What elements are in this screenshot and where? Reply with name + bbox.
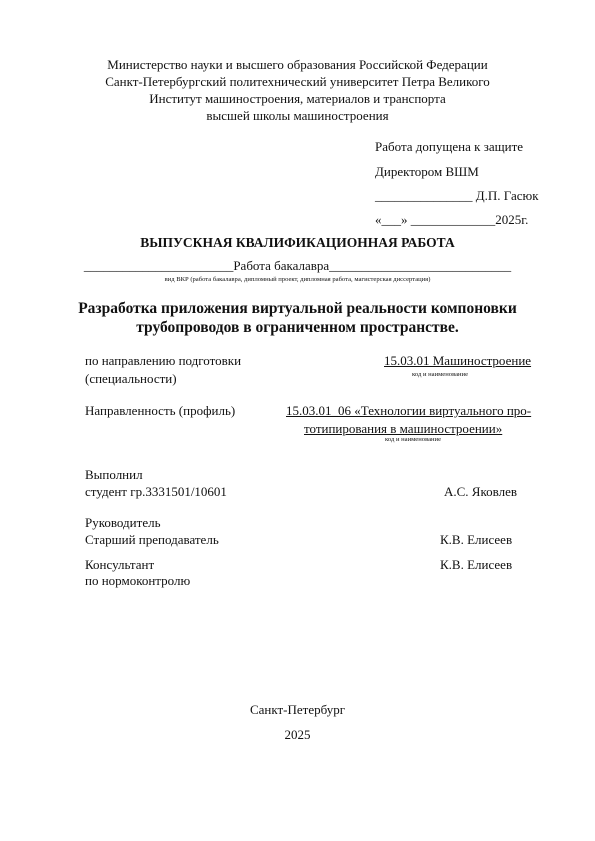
approval-signature: _______________ Д.П. Гасюк bbox=[375, 188, 539, 203]
work-heading: ВЫПУСКНАЯ КВАЛИФИКАЦИОННАЯ РАБОТА bbox=[140, 235, 455, 250]
direction-hint: код и наименование bbox=[412, 371, 469, 378]
direction-label-1: по направлению подготовки bbox=[85, 353, 242, 368]
supervisor-name: К.В. Елисеев bbox=[440, 532, 513, 547]
profile-hint: код и наименование bbox=[385, 436, 442, 443]
approval-date: «___» _____________2025г. bbox=[375, 212, 529, 227]
direction-value: 15.03.01 Машиностроение bbox=[384, 353, 532, 368]
consultant-label-2: по нормоконтролю bbox=[85, 573, 191, 588]
profile-value-2: тотипирования в машиностроении» bbox=[304, 421, 503, 436]
direction-label-2: (специальности) bbox=[85, 371, 177, 386]
supervisor-label-2: Старший преподаватель bbox=[85, 532, 219, 547]
school-line: высшей школы машиностроения bbox=[206, 108, 389, 123]
work-title-line-2: трубопроводов в ограниченном пространстве. bbox=[136, 319, 459, 336]
consultant-name: К.В. Елисеев bbox=[440, 557, 513, 572]
approval-line-1: Работа допущена к защите bbox=[375, 139, 524, 154]
university-line: Санкт-Петербургский политехнический университет Петра Великого bbox=[105, 74, 490, 89]
profile-label: Направленность (профиль) bbox=[85, 403, 236, 418]
city: Санкт-Петербург bbox=[249, 702, 346, 717]
consultant-label-1: Консультант bbox=[85, 557, 155, 572]
supervisor-label-1: Руководитель bbox=[85, 515, 161, 530]
year: 2025 bbox=[284, 727, 311, 742]
author-label-2: студент гр.3331501/10601 bbox=[85, 484, 227, 499]
author-label-1: Выполнил bbox=[85, 467, 143, 482]
ministry-line: Министерство науки и высшего образования Российской Федерации bbox=[107, 57, 488, 72]
work-type-hint: вид ВКР (работа бакалавра, дипломный проект, дипломная работа, магистерская диссертация) bbox=[164, 276, 431, 283]
work-title-line-1: Разработка приложения виртуальной реальности компоновки bbox=[78, 300, 517, 317]
approval-line-2: Директором ВШМ bbox=[375, 164, 479, 179]
work-type-line: _______________________Работа бакалавра____________________________ bbox=[83, 258, 512, 273]
profile-value-1: 15.03.01_06 «Технологии виртуального про- bbox=[286, 403, 532, 418]
institute-line: Институт машиностроения, материалов и транспорта bbox=[149, 91, 446, 106]
author-name: А.С. Яковлев bbox=[444, 484, 517, 499]
